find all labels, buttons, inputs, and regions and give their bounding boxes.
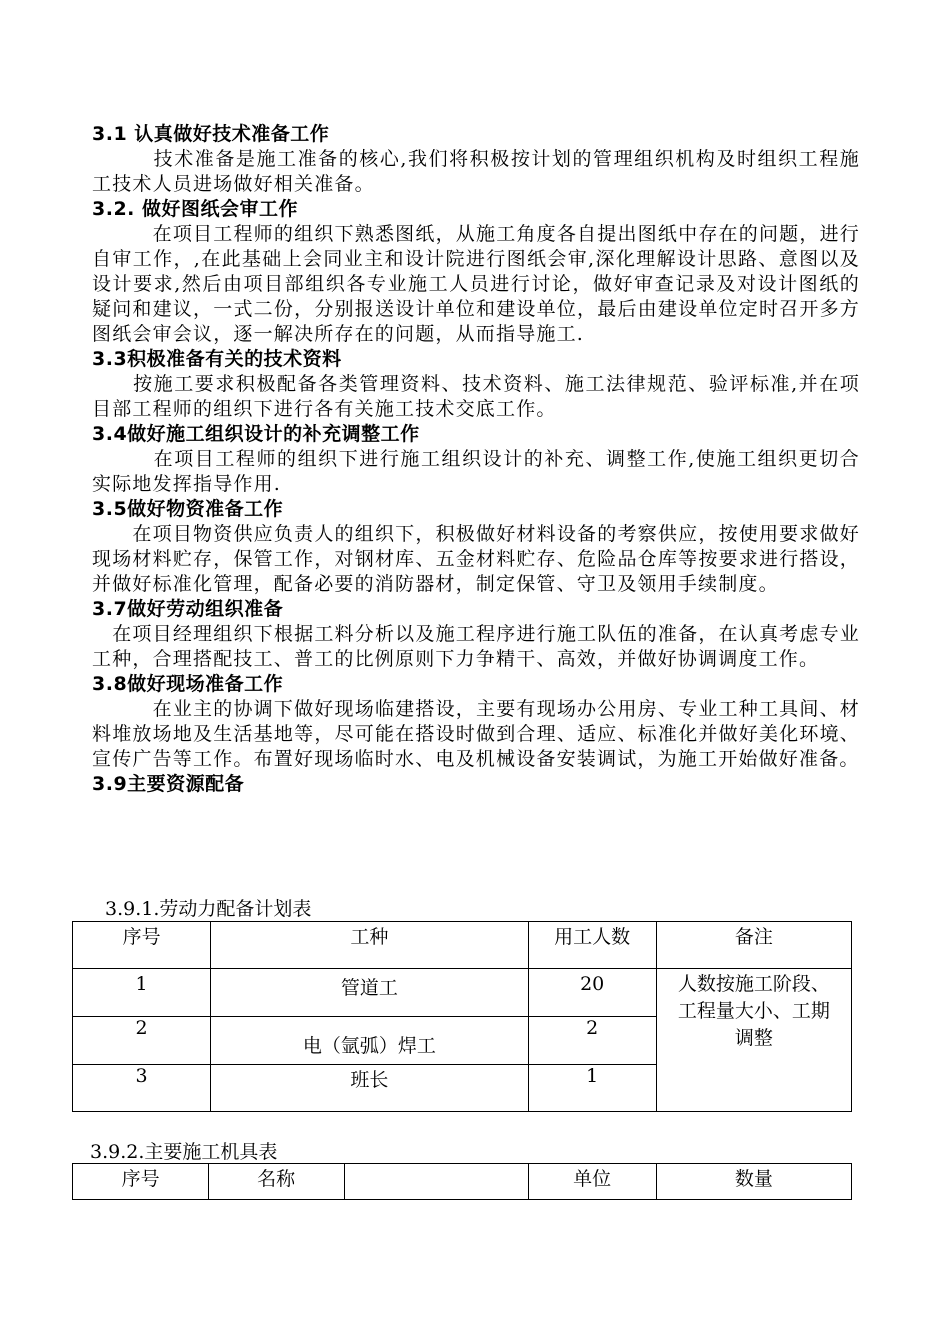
table-header-cell: 备注: [656, 922, 851, 969]
labor-plan-table: [72, 921, 852, 1112]
table-header-cell: 序号: [73, 922, 211, 969]
table-header-cell: 数量: [656, 1164, 851, 1200]
section-heading: 3.7做好劳动组织准备: [92, 598, 284, 620]
section-3-3: [92, 347, 860, 422]
table-note-cell: 人数按施工阶段、工程量大小、工期调整: [656, 969, 851, 1112]
table-header-row: [73, 922, 852, 969]
section-paragraph: 按施工要求积极配备各类管理资料、技术资料、施工法律规范、验评标准,并在项目部工程师的组织下进行各有关施工技术交底工作。: [92, 373, 860, 420]
table-cell: 1: [528, 1065, 656, 1112]
section-paragraph: 在项目工程师的组织下进行施工组织设计的补充、调整工作,使施工组织更切合实际地发挥指导作用.: [92, 448, 860, 495]
section-3-8: [92, 672, 860, 772]
section-heading: 3.1 认真做好技术准备工作: [92, 123, 330, 145]
table-cell: 1: [73, 969, 211, 1017]
equipment-table: [72, 1163, 852, 1200]
table-cell: 2: [73, 1017, 211, 1065]
table2-caption: 3.9.2.主要施工机具表: [90, 1141, 278, 1163]
table-cell: 3: [73, 1065, 211, 1112]
section-heading: 3.4做好施工组织设计的补充调整工作: [92, 423, 420, 445]
table-row: [73, 969, 852, 1017]
section-3-2: [92, 197, 860, 347]
section-3-1: [92, 122, 860, 197]
section-heading: 3.9主要资源配备: [92, 773, 245, 795]
section-3-9: [92, 772, 860, 797]
table-cell: 电（氩弧）焊工: [211, 1017, 528, 1065]
section-paragraph: 在项目物资供应负责人的组织下，积极做好材料设备的考察供应，按使用要求做好现场材料贮存，保管工作，对钢材库、五金材料贮存、危险品仓库等按要求进行搭设，并做好标准化管理，配备必要的消防器材，制定保管、守卫及领用手续制度。: [92, 523, 860, 595]
section-paragraph: 在业主的协调下做好现场临建搭设，主要有现场办公用房、专业工种工具间、材料堆放场地及生活基地等，尽可能在搭设时做到合理、适应、标准化并做好美化环境、宣传广告等工作。布置好现场临时水、电及机械设备安装调试，为施工开始做好准备。: [92, 698, 860, 770]
section-heading: 3.3积极准备有关的技术资料: [92, 348, 342, 370]
table-header-cell: 序号: [73, 1164, 209, 1200]
table-cell: 管道工: [211, 969, 528, 1017]
section-paragraph: 在项目工程师的组织下熟悉图纸，从施工角度各自提出图纸中存在的问题，进行自审工作，,在此基础上会同业主和设计院进行图纸会审,深化理解设计思路、意图以及设计要求,然后由项目部组织各专业施工人员进行讨论，做好审查记录及对设计图纸的疑问和建议，一式二份，分别报送设计单位和建设单位，最后由建设单位定时召开多方图纸会审会议，逐一解决所存在的问题，从而指导施工.: [92, 223, 860, 345]
table-header-row: [73, 1164, 852, 1200]
section-heading: 3.8做好现场准备工作: [92, 673, 284, 695]
section-paragraph: 技术准备是施工准备的核心,我们将积极按计划的管理组织机构及时组织工程施工技术人员进场做好相关准备。: [92, 148, 860, 195]
section-heading: 3.5做好物资准备工作: [92, 498, 284, 520]
table-cell: 20: [528, 969, 656, 1017]
table-header-cell: 用工人数: [528, 922, 656, 969]
table-header-cell: 名称: [209, 1164, 345, 1200]
table-header-cell: 工种: [211, 922, 528, 969]
table-header-cell: [345, 1164, 528, 1200]
table-header-cell: 单位: [528, 1164, 656, 1200]
table-cell: 2: [528, 1017, 656, 1065]
table-cell: 班长: [211, 1065, 528, 1112]
section-3-4: [92, 422, 860, 497]
section-paragraph: 在项目经理组织下根据工料分析以及施工程序进行施工队伍的准备，在认真考虑专业工种，合理搭配技工、普工的比例原则下力争精干、高效，并做好协调调度工作。: [92, 623, 860, 670]
section-3-7: [92, 597, 860, 672]
table1-caption: 3.9.1.劳动力配备计划表: [105, 898, 312, 920]
section-3-5: [92, 497, 860, 597]
section-heading: 3.2. 做好图纸会审工作: [92, 198, 298, 220]
document-body: [92, 122, 860, 797]
